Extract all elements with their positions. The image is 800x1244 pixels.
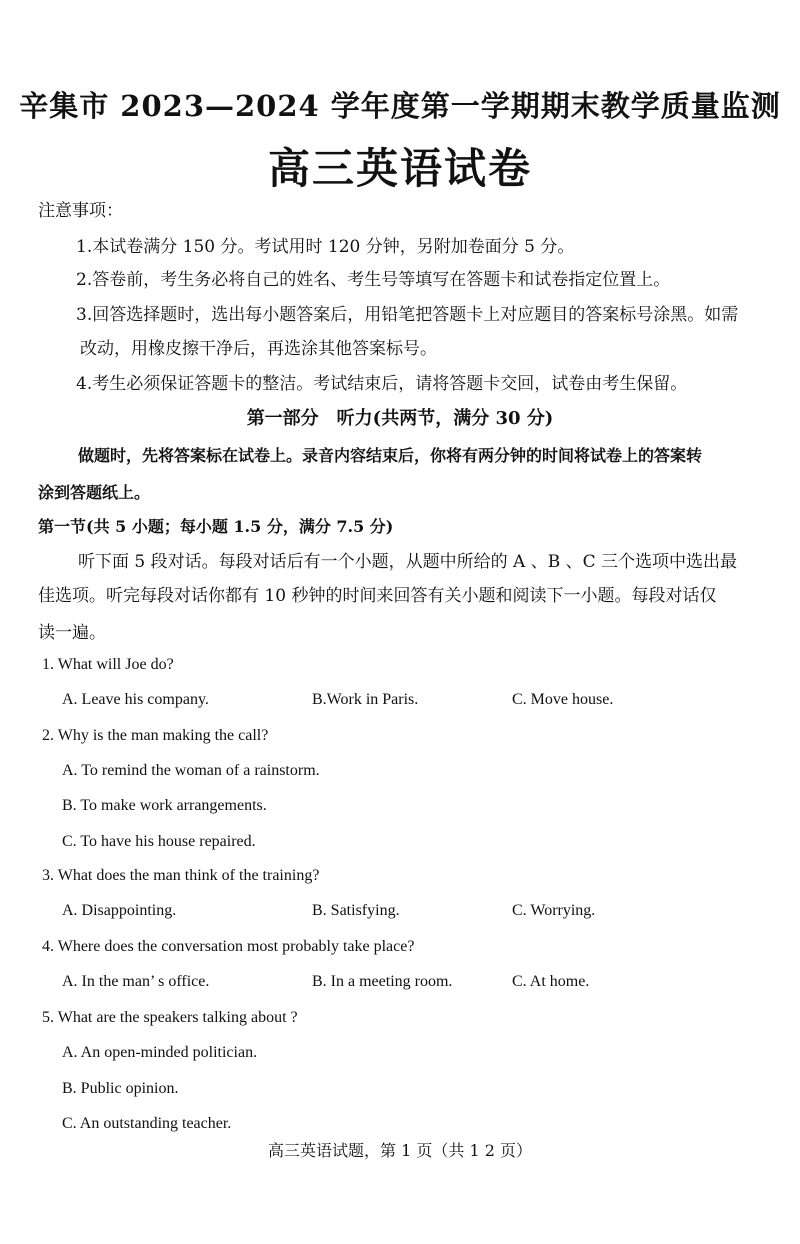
section1-para-line3: 读一遍。 xyxy=(38,623,106,643)
part1-instruction-line1: 做题时，先将答案标在试卷上。录音内容结束后，你将有两分钟的时间将试卷上的答案转 xyxy=(78,446,703,465)
question-4: 4. Where does the conversation most probably take place? xyxy=(42,938,415,955)
question-3-option-c: C. Worrying. xyxy=(512,902,596,919)
question-2-option-a: A. To remind the woman of a rainstorm. xyxy=(62,762,320,779)
page-footer: 高三英语试题，第 1 页（共 1 2 页） xyxy=(268,1141,532,1160)
notice-item-2: 2.答卷前，考生务必将自己的姓名、考生号等填写在答题卡和试卷指定位置上。 xyxy=(76,270,671,290)
question-1-option-c: C. Move house. xyxy=(512,691,614,708)
question-1: 1. What will Joe do? xyxy=(42,656,174,673)
section1-para-line2: 佳选项。听完每段对话你都有 10 秒钟的时间来回答有关小题和阅读下一小题。每段对话仅 xyxy=(38,586,717,606)
notice-item-3-cont: 改动，用橡皮擦干净后，再选涂其他答案标号。 xyxy=(80,339,437,359)
part1-heading: 第一部分 听力(共两节，满分 30 分) xyxy=(246,408,554,429)
question-5: 5. What are the speakers talking about ? xyxy=(42,1009,298,1026)
notice-heading: 注意事项： xyxy=(38,201,123,221)
question-4-option-b: B. In a meeting room. xyxy=(312,973,453,990)
section1-heading: 第一节(共 5 小题；每小题 1.5 分，满分 7.5 分) xyxy=(38,517,394,536)
question-5-option-a: A. An open-minded politician. xyxy=(62,1044,258,1061)
question-1-option-b: B.Work in Paris. xyxy=(312,691,419,708)
question-3-option-b: B. Satisfying. xyxy=(312,902,400,919)
notice-item-3: 3.回答选择题时，选出每小题答案后，用铅笔把答题卡上对应题目的答案标号涂黑。如需 xyxy=(76,305,739,325)
question-5-option-b: B. Public opinion. xyxy=(62,1080,179,1097)
section1-para-line1: 听下面 5 段对话。每段对话后有一个小题，从题中所给的 A 、B 、C 三个选项中选出最 xyxy=(78,552,738,572)
notice-item-1: 1.本试卷满分 150 分。考试用时 120 分钟，另附加卷面分 5 分。 xyxy=(76,237,575,257)
question-2-option-c: C. To have his house repaired. xyxy=(62,833,256,850)
question-3: 3. What does the man think of the training? xyxy=(42,867,320,884)
question-3-option-a: A. Disappointing. xyxy=(62,902,177,919)
question-2-option-b: B. To make work arrangements. xyxy=(62,797,267,814)
question-4-option-c: C. At home. xyxy=(512,973,590,990)
notice-item-4: 4.考生必须保证答题卡的整洁。考试结束后，请将答题卡交回，试卷由考生保留。 xyxy=(76,374,688,394)
question-2: 2. Why is the man making the call? xyxy=(42,727,269,744)
exam-subtitle: 高三英语试卷 xyxy=(267,144,532,193)
question-4-option-a: A. In the man’ s office. xyxy=(62,973,210,990)
part1-instruction-line2: 涂到答题纸上。 xyxy=(38,483,151,502)
question-1-option-a: A. Leave his company. xyxy=(62,691,209,708)
question-5-option-c: C. An outstanding teacher. xyxy=(62,1115,232,1132)
exam-title: 辛集市 2023—2024 学年度第一学期期末教学质量监测 xyxy=(19,89,781,123)
